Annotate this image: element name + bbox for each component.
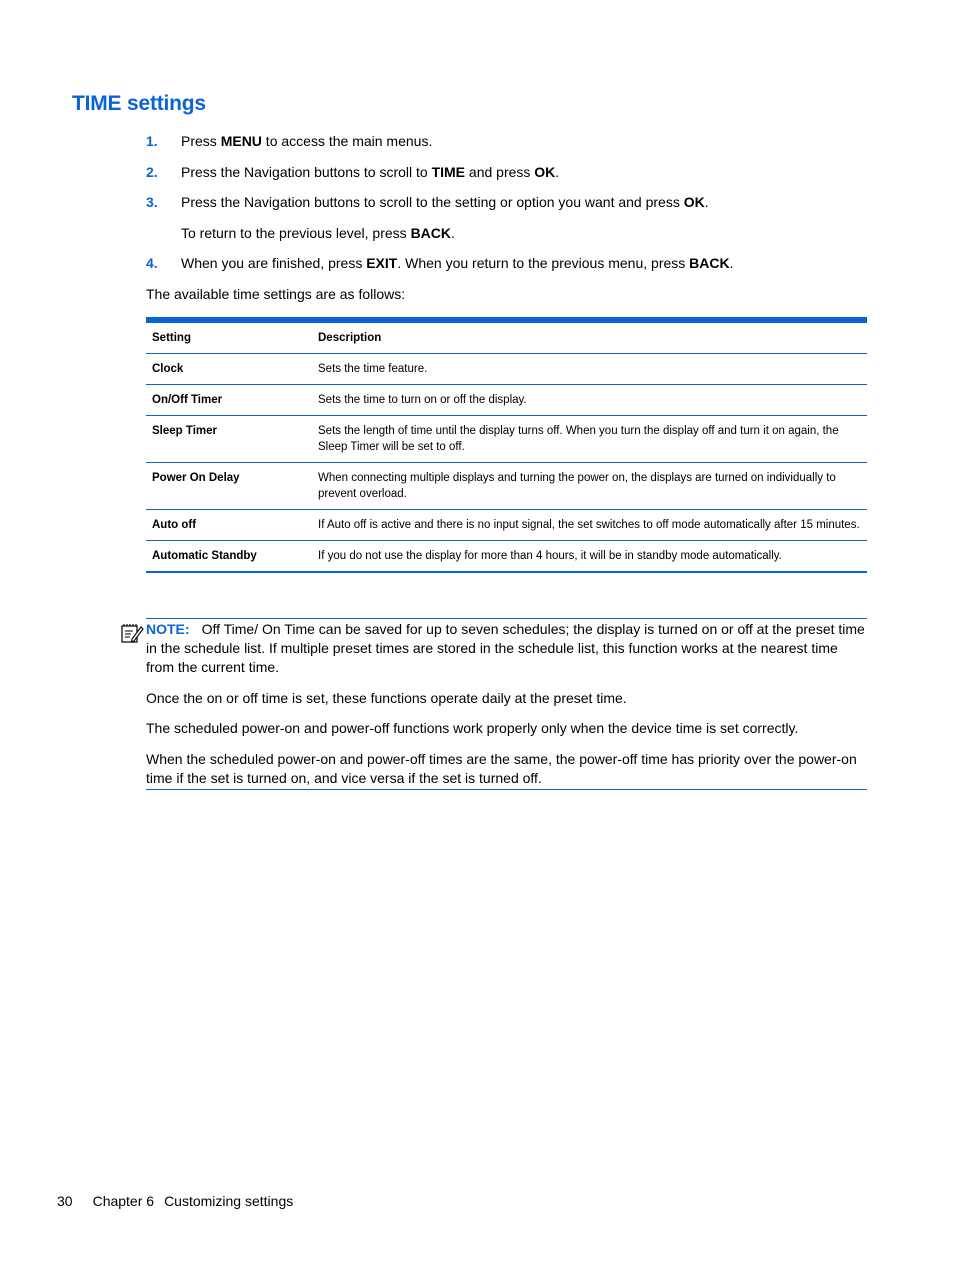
note-paragraph: When the scheduled power-on and power-off times are the same, the power-off time has priority over the power-on time if the set is turned on, and vice versa if the set is turned off. [146, 750, 857, 786]
note-icon [120, 622, 144, 644]
table-row [146, 385, 867, 416]
step-1 [146, 132, 866, 150]
step-text: Press the Navigation buttons to scroll to the setting or option you want and press [181, 194, 684, 210]
chapter-title: Customizing settings [164, 1193, 294, 1209]
step-3-subtext [181, 224, 866, 242]
page-footer [57, 1192, 293, 1210]
exit-keyword: EXIT [366, 255, 398, 271]
step-number: 3. [146, 194, 158, 210]
description-cell: If you do not use the display for more than 4 hours, it will be in standby mode automatically. [312, 541, 867, 572]
setting-cell: Auto off [146, 510, 312, 541]
setting-cell: Power On Delay [146, 463, 312, 510]
note-text: Off Time/ On Time can be saved for up to seven schedules; the display is turned on or off at the preset time in the schedule list. If multiple preset times are stored in the schedule list, this function works at the nearest time from the current time. [146, 621, 865, 675]
ok-keyword: OK [534, 163, 556, 180]
description-cell: If Auto off is active and there is no input signal, the set switches to off mode automatically after 15 minutes. [312, 510, 867, 541]
back-keyword: BACK [410, 224, 452, 241]
ok-keyword: OK [683, 194, 705, 210]
time-keyword: TIME [431, 163, 466, 180]
description-cell: When connecting multiple displays and turning the power on, the displays are turned on individually to prevent overload. [312, 463, 867, 510]
menu-keyword: MENU [220, 133, 262, 149]
step-text: . When you return to the previous menu, press [397, 255, 690, 271]
note-paragraph: The scheduled power-on and power-off functions work properly only when the device time is set correctly. [146, 720, 799, 736]
step-text: to access the main menus. [261, 133, 433, 149]
step-text: . [729, 255, 734, 271]
description-cell: Sets the time feature. [312, 354, 867, 385]
step-4 [146, 254, 866, 272]
chapter-label: Chapter 6 [92, 1193, 155, 1209]
page-title: TIME settings [72, 92, 206, 115]
step-text: Press [181, 133, 221, 149]
step-text: . [704, 194, 709, 210]
step-text: When you are finished, press [181, 255, 367, 271]
table-row [146, 510, 867, 541]
table-header-row [146, 323, 867, 354]
steps-list [146, 132, 866, 285]
setting-cell: Clock [146, 354, 312, 385]
step-text: To return to the previous level, press [181, 224, 411, 241]
page-number: 30 [57, 1193, 73, 1209]
description-cell: Sets the length of time until the display turns off. When you turn the display off and turn it on again, the Sleep Timer will be set to off. [312, 416, 867, 463]
description-cell: Sets the time to turn on or off the display. [312, 385, 867, 416]
step-text: and press [465, 163, 535, 180]
note-box [146, 618, 867, 790]
step-text: . [555, 163, 560, 180]
setting-cell: On/Off Timer [146, 385, 312, 416]
note-main-paragraph [146, 620, 867, 677]
note-paragraph: Once the on or off time is set, these functions operate daily at the preset time. [146, 689, 627, 706]
table-row [146, 354, 867, 385]
step-text: Press the Navigation buttons to scroll to [181, 163, 432, 180]
note-label: NOTE: [146, 621, 190, 637]
step-number: 2. [146, 163, 158, 180]
time-settings-table [146, 317, 867, 573]
step-3 [146, 193, 866, 242]
table-row [146, 416, 867, 463]
table-row [146, 463, 867, 510]
step-text: . [451, 224, 455, 241]
table-row [146, 541, 867, 572]
column-header-description: Description [318, 332, 382, 344]
column-header-setting: Setting [152, 332, 191, 344]
setting-cell: Automatic Standby [146, 541, 312, 572]
step-2 [146, 163, 866, 181]
step-number: 4. [146, 255, 158, 271]
step-number: 1. [146, 133, 158, 149]
setting-cell: Sleep Timer [146, 416, 312, 463]
table-intro: The available time settings are as follows: [146, 286, 406, 302]
back-keyword: BACK [689, 255, 730, 271]
